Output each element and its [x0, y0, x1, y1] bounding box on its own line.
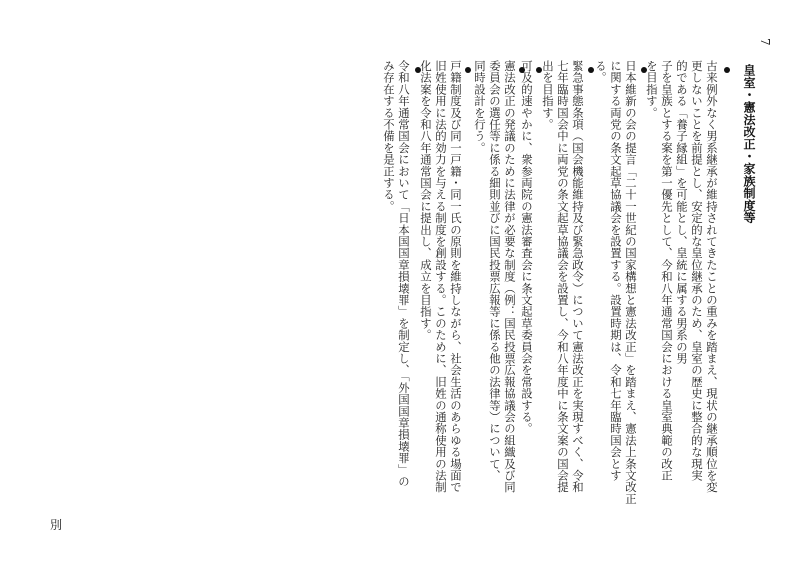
bullet-marker [465, 67, 471, 73]
text-column: 戸籍制度及び同一戸籍・同一氏の原則を維持しながら、社会生活のあらゆる場面で [449, 60, 463, 493]
text-column: 日本維新の会の提言「二十一世紀の国家構想と憲法改正」を踏まえ、憲法上条文改正 [624, 60, 638, 505]
section-number: 7 [758, 38, 772, 46]
text-column: を目指す。 [645, 60, 659, 119]
text-column: 緊急事態条項（国会機能維持及び緊急政令）について憲法改正を実現すべく、令和 [571, 60, 585, 493]
text-column: る。 [594, 60, 608, 84]
text-column: 化法案を令和八年通常国会に提出し、成立を目指す。 [419, 60, 433, 341]
section-heading: 皇室・憲法改正・家族制度等 [742, 64, 756, 224]
bullet-marker [724, 67, 730, 73]
text-column: に関する両党の条文起草協議会を設置する。設置時期は、令和七年臨時国会とす [609, 60, 623, 482]
text-column: 憲法改正の発議のために法律が必要な制度（例：国民投票広報協議会の組織及び同 [503, 60, 517, 493]
text-column: 旧姓使用に法的効力を与える制度を創設する。このために、旧姓の通称使用の法制 [434, 60, 448, 493]
text-column: 子を皇族とする案を第一優先として、今和八年通常国会における皇室典範の改正 [660, 60, 674, 482]
text-column: 的である「養子縁組」を可能とし、皇統に属する男系の男 [675, 60, 689, 365]
text-column: 出を目指す。 [541, 60, 555, 131]
text-column: 古来例外なく男系継承が維持されてきたことの重みを踏まえ、現状の継承順位を変 [705, 60, 719, 493]
text-column: 可及的速やかに、衆参両院の憲法審査会に条文起草委員会を常設する。 [520, 60, 534, 435]
text-column: み存在する不備を是正する。 [382, 60, 396, 213]
page-footer-mark: 別 [50, 518, 63, 532]
text-column: 委員会の選任等に係る細則並びに国民投票広報等に係る他の法律等）について、 [488, 60, 502, 482]
text-column: 同時設計を行う。 [473, 60, 487, 154]
text-column: 令和八年通常国会において「日本国国章損壊罪」を制定し、「外国国章損壊罪」の [397, 60, 411, 488]
text-column: 七年臨時国会中に両党の条文起草協議会を設置し、今和八年度中に条文案の国会提 [556, 60, 570, 493]
text-column: 更しないことを前提とし、安定的な皇位継承のため、皇室の歴史に整合的な現実 [690, 60, 704, 482]
